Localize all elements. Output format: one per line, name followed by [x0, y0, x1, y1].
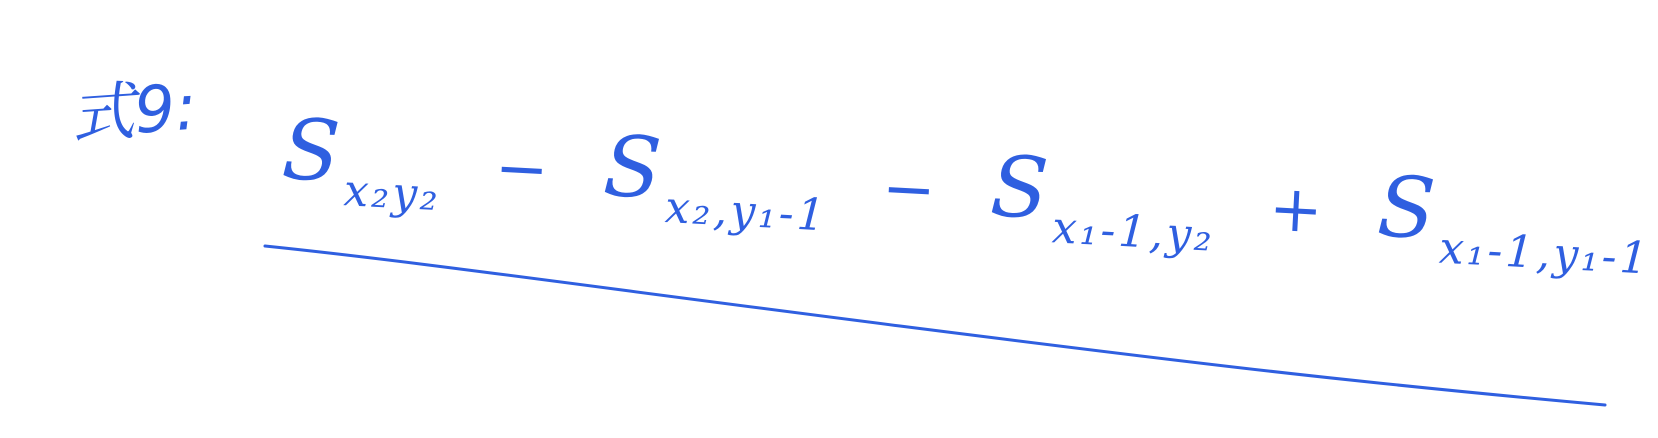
- operator: +: [1267, 171, 1327, 249]
- term-symbol: S: [1375, 157, 1440, 259]
- term-symbol: S: [988, 137, 1053, 239]
- term-subscript: x₁-1,y₂: [1050, 202, 1217, 262]
- term-subscript: x₂,y₁-1: [663, 182, 830, 242]
- operator: −: [880, 151, 940, 229]
- term-symbol: S: [279, 100, 345, 201]
- term-subscript: x₁-1,y₁-1: [1437, 222, 1652, 285]
- equation-label: 式9:: [67, 70, 200, 154]
- term-symbol: S: [601, 116, 666, 218]
- term-subscript: x₂y₂: [342, 165, 443, 222]
- operator: −: [493, 131, 553, 208]
